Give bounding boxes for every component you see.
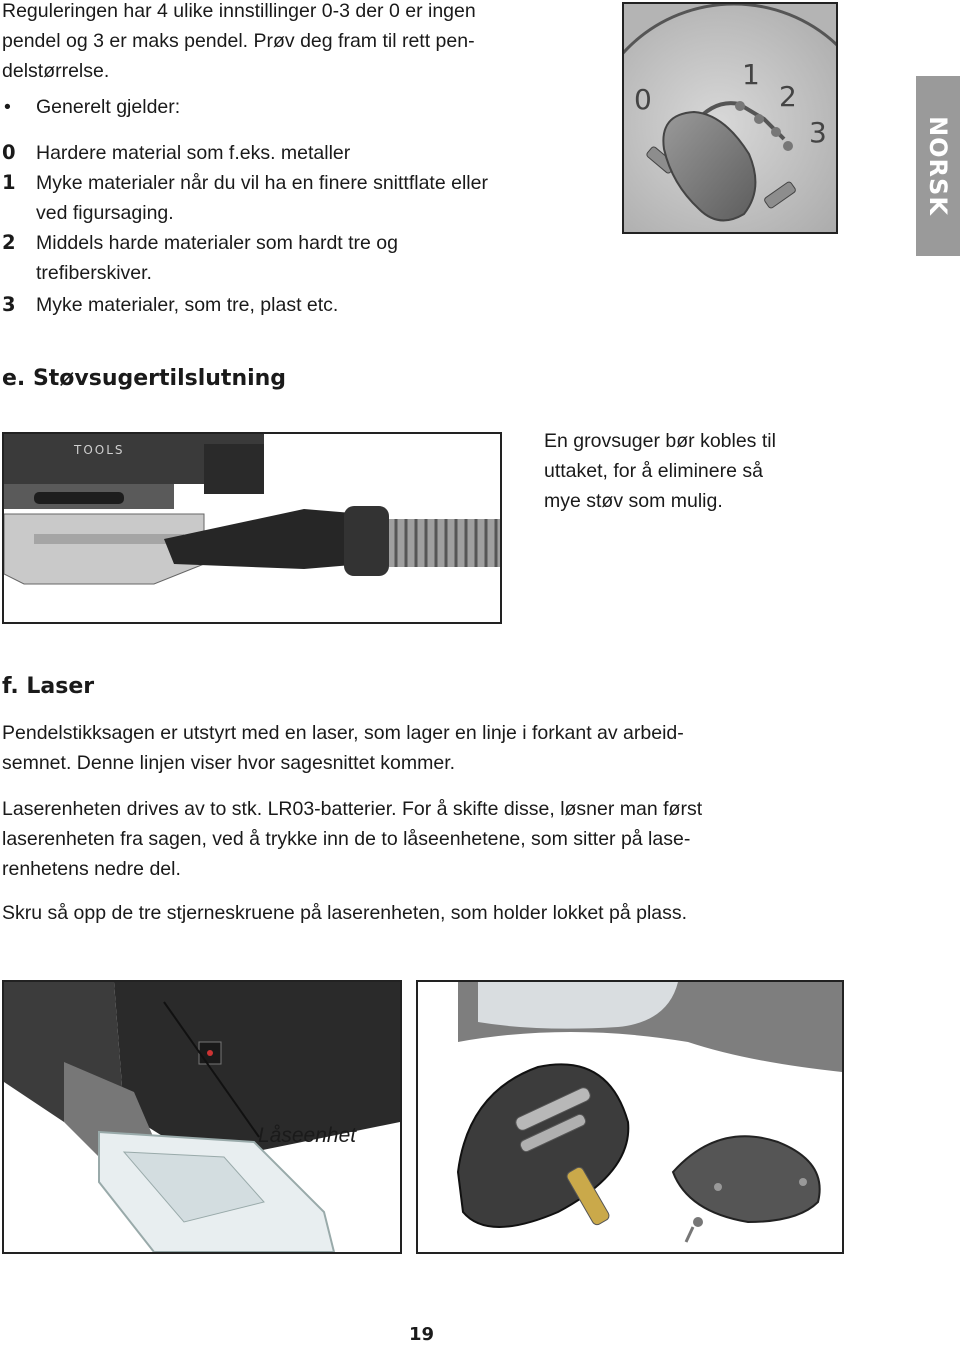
vacuum-connection-photo [2,432,502,624]
setting-text: Myke materialer når du vil ha en finere snittflate eller [36,172,488,194]
laser-p1-line-1: Pendelstikksagen er utstyrt med en laser, som lager en linje i forkant av arbeid- [2,722,684,744]
vacuum-text-line-1: En grovsuger bør kobles til [544,430,776,452]
setting-3 [2,290,338,320]
setting-0 [2,138,350,168]
intro-line-2: pendel og 3 er maks pendel. Prøv deg fram til rett pen- [2,30,475,52]
dial-label-1: 1 [742,58,760,91]
setting-1 [2,168,488,198]
laser-unit-removal-illustration [4,982,400,1252]
section-f-heading: f. Laser [2,674,95,699]
intro-line-3: delstørrelse. [2,60,110,82]
locking-unit-label: Låseenhet [258,1124,357,1147]
intro-line-1: Reguleringen har 4 ulike innstillinger 0-3 der 0 er ingen [2,0,476,22]
setting-number: 1 [2,171,16,194]
setting-text: Myke materialer, som tre, plast etc. [36,294,339,316]
setting-2 [2,228,398,258]
page-number: 19 [409,1324,435,1345]
setting-number: 0 [2,141,16,164]
battery-change-photo [416,980,844,1254]
battery-compartment-illustration [418,982,842,1252]
laser-p2-line-3: renhetens nedre del. [2,858,181,880]
language-side-tab [916,76,960,256]
dial-label-0: 0 [634,83,652,116]
laser-p2-line-2: laserenheten fra sagen, ved å trykke inn de to låseenhetene, som sitter på lase- [2,828,691,850]
setting-text: Middels harde materialer som hardt tre og [36,232,398,254]
dial-label-2: 2 [779,80,797,113]
language-side-tab-label: NORSK [924,116,953,216]
laser-p2-line-1: Laserenheten drives av to stk. LR03-batterier. For å skifte disse, løsner man først [2,798,703,820]
setting-number: 3 [2,293,16,316]
tool-brand-text: TOOLS [74,443,125,457]
laser-p3-line-1: Skru så opp de tre stjerneskruene på laserenheten, som holder lokket på plass. [2,902,688,924]
laser-p1-line-2: semnet. Denne linjen viser hvor sagesnittet kommer. [2,752,456,774]
bullet-mark: • [4,96,11,118]
setting-number: 2 [2,231,16,254]
vacuum-text-line-2: uttaket, for å eliminere så [544,460,763,482]
corrugated-hose [389,519,500,567]
vacuum-hose-illustration [4,434,500,622]
locking-unit-photo [2,980,402,1254]
setting-2-continued: trefiberskiver. [36,262,152,284]
pendulum-dial-photo [622,2,838,234]
setting-text: Hardere material som f.eks. metaller [36,142,351,164]
bullet-text: Generelt gjelder: [36,96,181,118]
setting-1-continued: ved figursaging. [36,202,174,224]
vacuum-text-line-3: mye støv som mulig. [544,490,723,512]
dial-illustration [624,4,836,232]
section-e-heading: e. Støvsugertilslutning [2,366,287,391]
dial-label-3: 3 [809,116,827,149]
